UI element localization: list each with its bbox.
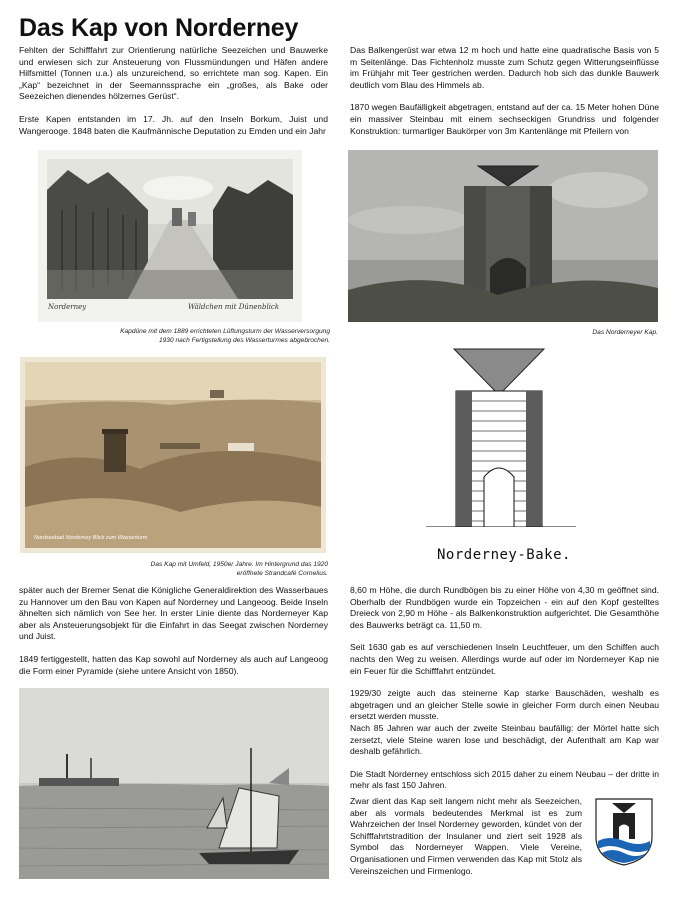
caption-line: eröffnete Strandcafé Cornelius. [236,570,328,577]
postcard-inscription: Nordseebad Norderney Blick zum Wasserturm [34,535,148,541]
ships-engraving-1850 [19,688,329,879]
paragraph: 1929/30 zeigte auch das steinerne Kap starke Bauschäden, weshalb es abgetragen und an gleicher Stelle sowie in gleicher Form durch einen Neubau ersetzt werden musste. [350,688,659,722]
paragraph: Erste Kapen entstanden im 17. Jh. auf den Inseln Borkum, Juist und Wangerooge. 1848 baten die Kaufmännische Deputation zu Emden und ein Jahr [19,113,328,136]
postcard-inscription-right: Wäldchen mit Dünenblick [188,303,280,311]
postcard-inscription-left: Norderney [48,303,87,311]
kap-1950s-photo [20,357,326,553]
forest-path-postcard-photo [38,150,302,322]
caption-photo-3 [30,560,328,578]
caption-photo-2: Das Norderneyer Kap. [592,329,658,336]
caption-line: 1930 nach Fertigstellung des Wasserturmes abgebrochen. [158,337,330,344]
column-2-mid-text [350,585,659,792]
caption-line: Kapdüne mit dem 1889 errichteten Lüftungsturm der Wasserversorgung [120,328,330,335]
paragraph: 8,60 m Höhe, die durch Rundbögen bis zu einer Höhe von 4,30 m geöffnet sind. Oberhalb der Rundbögen wurde ein Topzeichen - ein auf den Kopf gestelltes Dreieck von 2,90 m Höhe - als Balkenkonstruktion aufgerichtet. Die Gesamthöhe des Bauwerks beträgt ca. 11,50 m. [350,585,659,630]
column-1-mid-text [19,585,328,688]
paragraph: Seit 1630 gab es auf verschiedenen Inseln Leuchtfeuer, um den Schiffen auch nachts den Weg zu weisen. Allerdings wurde auf oder im Norderneyer Kap nie ein Feuer für die Schifffahrt entzündet. [350,642,659,676]
caption-photo-1 [40,327,330,345]
paragraph: Die Stadt Norderney entschloss sich 2015 daher zu einem Neubau – der dritte in mehr als fast 150 Jahren. [350,768,659,791]
column-1-top-text [19,45,328,148]
stone-kap-photo [348,150,658,322]
column-2-bottom-text: Zwar dient das Kap seit langem nicht mehr als Seezeichen, aber als vormals bedeutendes Merkmal ist es zum Wahrzeichen der Insel Norderney geworden, kündet von der Schifffahrtstradition der Insulaner und ziert seit 1928 als Symbol das Norderneyer Wappen. Viele Vereine, Organisationen und Firmen verwenden das Kap mit Stolz als Vereinszeichen und Firmenlogo. [350,796,582,876]
caption-line: Das Kap mit Umfeld, 1950er Jahre. Im Hintergrund das 1920 [150,561,328,568]
paragraph: Fehlten der Schifffahrt zur Orientierung natürliche Seezeichen und Bauwerke und erwiesen sich zur Ansteuerung von Flussmündungen und Häfen andere Hilfsmittel (Tonnen u.a.) als unzureichend, so errichtete man sog. Kapen. Ein „Kap“ bezeichnet in der Seemannssprache ein „großes, als Bake oder Seezeichen dienendes hölzernes Gerüst“. [19,45,328,102]
paragraph: später auch der Bremer Senat die Königliche Generaldirektion des Wasserbaues zu Hannover um den Bau von Kapen auf Norderney und Langeoog. Beide Inseln ähnelten sich nämlich von See her. In erster Linie diente das Norderneyer Kap aber als Ansteuerungsobjekt für die Einfahrt in das Seegat zwischen Norderney und Juist. [19,585,328,642]
norderney-bake-drawing [420,347,582,527]
paragraph: 1870 wegen Baufälligkeit abgetragen, entstand auf der ca. 15 Meter hohen Düne ein massiver Steinbau mit einem sechseckigen Grundriss und folgender Konstruktion: turmartiger Baukörper von 3m Kantenlänge mit Pfeilern von [350,102,659,136]
norderney-coat-of-arms [594,797,654,867]
drawing-label: Norderney-Bake. [437,547,571,563]
paragraph: Das Balkengerüst war etwa 12 m hoch und hatte eine quadratische Basis von 5 m Seitenlänge. Das Fichtenholz musste zum Schutz gegen Witterungseinflüsse im Frühjahr mit Teer gestrichen werden. Dadurch hob sich das dunkle Bauwerk deutlich vom Blau des Himmels ab. [350,45,659,90]
paragraph: Nach 85 Jahren war auch der zweite Steinbau baufällig: der Mörtel hatte sich zersetzt, viele Steine waren lose und beschädigt, der Aufenthalt am Kap war deshalb gefährlich. [350,722,659,757]
column-2-top-text [350,45,659,148]
page-title: Das Kap von Norderney [19,14,299,42]
paragraph: 1849 fertiggestellt, hatten das Kap sowohl auf Norderney als auch auf Langeoog die Form einer Pyramide (siehe untere Ansicht von 1850). [19,653,328,676]
